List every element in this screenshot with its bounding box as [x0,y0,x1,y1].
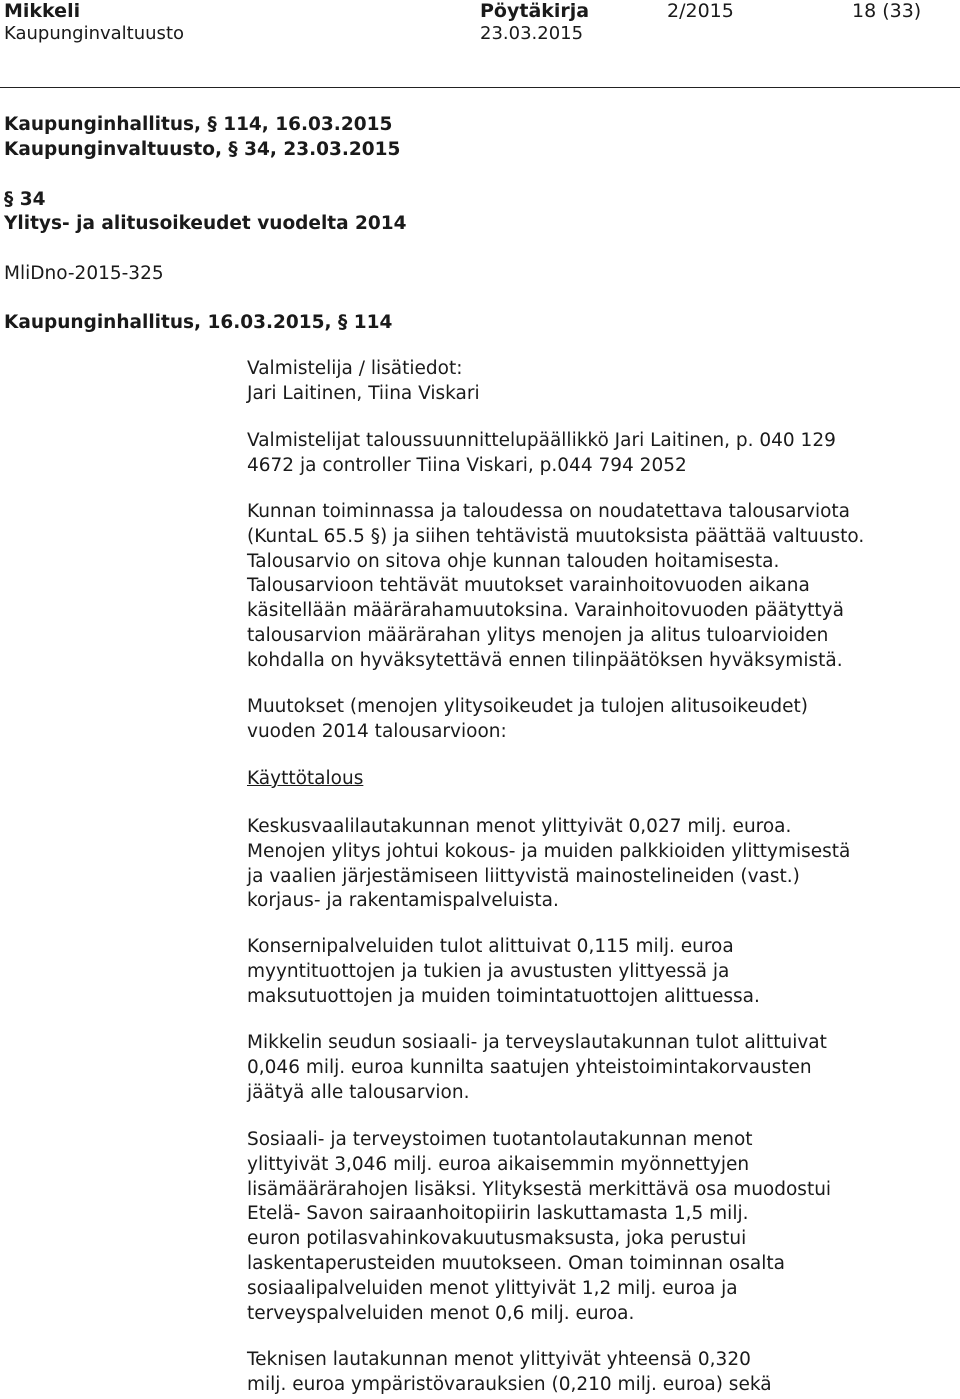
header-divider [0,87,960,88]
preparers-names: Jari Laitinen, Tiina Viskari [247,382,480,404]
paragraph-technical-board: Teknisen lautakunnan menot ylittyivät yhteensä 0,320 milj. euroa ympäristövarauksien (0,210 milj. euroa) sekä [247,1349,772,1395]
section-dno: MliDno-2015-325 [4,263,164,284]
references-block [4,112,400,162]
paragraph-budget-rules: Kunnan toiminnassa ja taloudessa on noudatettava talousarviota (KuntaL 65.5 §) ja siihen tehtävistä muutoksista päättää valtuusto. Talousarvio on sitova ohje kunnan talouden hoitamisesta. Talousarvioon tehtävät muutokset varainhoitovuoden aikana käsitellään määrärahamuutoksina. Varainhoitovuoden päätyttyä talousarvion määrärahan ylitys menojen ja alitus tuloarvioiden kohdalla on hyväksytettävä ennen tilinpäätöksen hyväksymistä. [247,501,865,671]
header-row-2 [0,23,960,47]
paragraph-production-board: Sosiaali- ja terveystoimen tuotantolautakunnan menot ylittyivät 3,046 milj. euroa aikaisemmin myönnettyjen lisämäärärahojen lisäksi. Ylityksestä merkittävä osa muodostui Etelä- Savon sairaanhoitopiirin laskuttamasta 1,5 milj. euron potilasvahinkovakuutusmaksusta, joka perustui laskentaperusteiden muutokseen. Oman toiminnan osalta sosiaalipalveluiden menot ylittyivät 1,2 milj. euroa ja terveyspalveluiden menot 0,6 milj. euroa. [247,1129,832,1324]
reference-board: Kaupunginhallitus, § 114, 16.03.2015 [4,114,393,135]
header-issue: 2/2015 [667,0,734,22]
header-doc-type: Pöytäkirja [480,0,590,22]
paragraph-preparers-contact: Valmistelijat taloussuunnittelupäällikkö Jari Laitinen, p. 040 129 4672 ja controller Tiina Viskari, p.044 794 2052 [247,430,836,476]
section-title: Ylitys- ja alitusoikeudet vuodelta 2014 [4,213,407,234]
preparers-label: Valmistelija / lisätiedot: [247,358,463,379]
paragraph-social-health-board: Mikkelin seudun sosiaali- ja terveyslautakunnan tulot alittuivat 0,046 milj. euroa kunnilta saatujen yhteistoimintakorvausten jäätyä alle talousarvion. [247,1032,827,1103]
header-date: 23.03.2015 [480,23,584,44]
section-number: § 34 [4,189,46,210]
header-city: Mikkeli [4,0,81,22]
header-page: 18 (33) [852,0,922,22]
header-body: Kaupunginvaltuusto [4,23,185,44]
header-row-1 [0,0,960,24]
paragraph-group-services: Konsernipalveluiden tulot alittuivat 0,115 milj. euroa myyntituottojen ja tukien ja avustusten ylittyessä ja maksutuottojen ja muiden toimintatuottojen alittuessa. [247,936,760,1007]
reference-council: Kaupunginvaltuusto, § 34, 23.03.2015 [4,139,401,160]
paragraph-election-board: Keskusvaalilautakunnan menot ylittyivät 0,027 milj. euroa. Menojen ylitys johtui kokous- ja muiden palkkioiden ylittymisestä ja vaalien järjestämiseen liittyvistä mainostelineiden (vast.) korjaus- ja rakentamispalveluista. [247,816,851,912]
preparers-block [247,357,947,407]
paragraph-changes-intro: Muutokset (menojen ylitysoikeudet ja tulojen alitusoikeudet) vuoden 2014 talousarvioon: [247,696,808,742]
section-meeting: Kaupunginhallitus, 16.03.2015, § 114 [4,312,393,333]
subheading-operating-economy: Käyttötalous [247,768,364,789]
